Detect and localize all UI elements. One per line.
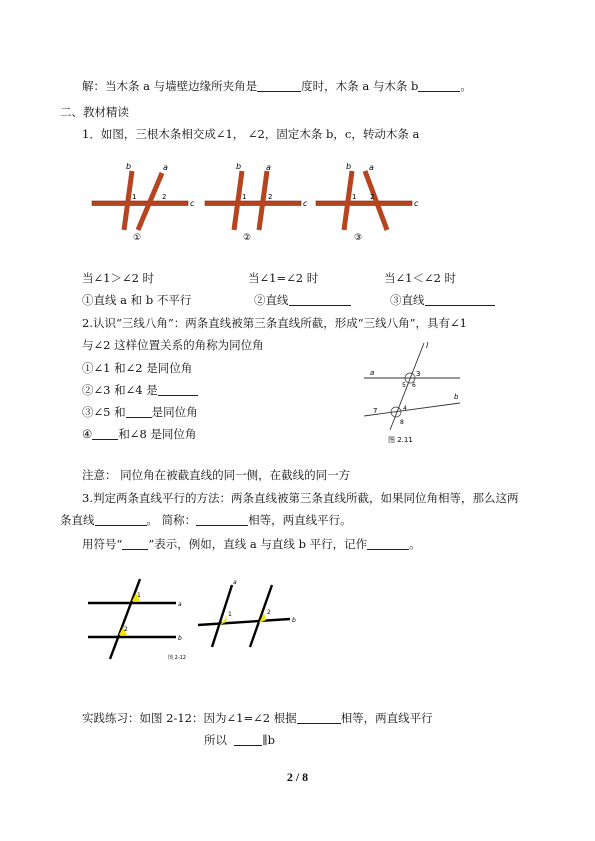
blank-reason[interactable] <box>297 711 341 724</box>
label-angle-1: 1 <box>352 193 357 201</box>
line-b <box>364 403 460 416</box>
item-3: ③∠5 和 是同位角 <box>82 405 198 419</box>
stick-b <box>234 171 242 230</box>
label-b: b <box>236 162 242 171</box>
blank-item-3[interactable] <box>126 405 152 418</box>
stick-c <box>92 201 188 206</box>
line-b-right <box>250 585 272 647</box>
label-2: 2 <box>267 609 271 616</box>
stick-a <box>259 171 267 230</box>
label-4: 4 <box>403 405 407 412</box>
blank-relation[interactable] <box>418 79 460 92</box>
caption-3: ③ <box>354 233 363 243</box>
blank-symbol[interactable] <box>122 537 148 550</box>
question-2-line1: 2.认识“三线八角”：两条直线被第三条直线所截，形成“三线八角”，具有∠1 <box>82 316 467 330</box>
question-2-line2: 与∠2 这样位置关系的角称为同位角 <box>82 338 264 352</box>
label-angle-2: 2 <box>268 193 273 201</box>
wood-sticks-figure <box>88 158 418 243</box>
figure-caption: 图 2-12 <box>168 655 186 661</box>
panel-3 <box>316 162 419 243</box>
practice-line2: 所以 ∥b <box>204 733 275 747</box>
condition-greater: 当∠1＞∠2 时 <box>82 271 155 285</box>
item-4: ④ 和∠8 是同位角 <box>82 427 197 441</box>
corresponding-angles-figure <box>80 575 300 670</box>
label-5: 5 <box>402 382 406 389</box>
label-a: a <box>178 601 182 608</box>
label-2: 2 <box>124 626 128 633</box>
figure-caption: 图 2.11 <box>388 436 413 444</box>
result-1: ①直线 a 和 b 不平行 <box>82 293 192 307</box>
label-a: a <box>163 163 168 172</box>
label-b: b <box>178 635 182 642</box>
label-a: a <box>369 163 374 172</box>
label-angle-2: 2 <box>162 193 167 201</box>
transversal-right <box>198 619 290 625</box>
question-3-line1: 3.判定两条直线平行的方法：两条直线被第三条直线所截，如果同位角相等，那么这两 <box>82 491 519 505</box>
label-c: c <box>303 199 308 208</box>
label-3: 3 <box>416 370 421 378</box>
stick-b <box>344 171 352 230</box>
item-1: ①∠1 和∠2 是同位角 <box>82 361 193 375</box>
blank-angle[interactable] <box>257 79 301 92</box>
caption-1: ① <box>133 233 142 243</box>
label-1: 1 <box>228 611 232 618</box>
blank-notation[interactable] <box>367 537 409 550</box>
blank-parallel[interactable] <box>95 513 147 526</box>
blank-conclusion[interactable] <box>234 733 262 746</box>
condition-equal: 当∠1=∠2 时 <box>248 271 319 285</box>
item-2: ②∠3 和∠4 是 <box>82 383 198 398</box>
label-angle-1: 1 <box>242 193 247 201</box>
blank-result-2[interactable] <box>289 293 351 306</box>
blank-item-2[interactable] <box>158 383 198 396</box>
label-angle-2: 2 <box>370 193 375 201</box>
result-3: ③直线 <box>390 293 495 308</box>
transversal-left <box>110 579 140 659</box>
label-l: l <box>426 341 429 350</box>
label-1: 1 <box>137 592 141 599</box>
stick-c <box>205 201 301 206</box>
blank-short-name[interactable] <box>196 513 248 526</box>
stick-a <box>365 171 387 230</box>
condition-less: 当∠1＜∠2 时 <box>384 271 457 285</box>
label-b: b <box>126 162 132 171</box>
question-1: 1．如图，三根木条相交成∠1， ∠2，固定木条 b，c，转动木条 a <box>82 127 420 141</box>
note: 注意： 同位角在被截直线的同一侧，在截线的同一方 <box>82 468 351 482</box>
label-c: c <box>414 199 419 208</box>
label-a: a <box>266 163 271 172</box>
label-b: b <box>454 393 459 401</box>
label-b: b <box>292 617 296 624</box>
section-heading: 二、教材精读 <box>60 105 129 119</box>
label-6: 6 <box>412 382 416 389</box>
blank-item-4[interactable] <box>92 427 118 440</box>
answer-line: 解：当木条 a 与墙壁边缘所夹角是 度时，木条 a 与木条 b 。 <box>82 79 472 93</box>
result-2: ②直线 <box>254 293 351 308</box>
label-b: b <box>346 162 352 171</box>
panel-1 <box>92 162 195 243</box>
label-a: a <box>233 579 237 586</box>
stick-b <box>124 171 132 230</box>
page-number: 2 / 8 <box>286 770 309 784</box>
blank-result-3[interactable] <box>425 293 495 306</box>
panel-2 <box>205 162 308 243</box>
practice-line1: 实践练习：如图 2-12：因为∠1=∠2 根据 相等，两直线平行 <box>82 711 433 725</box>
three-lines-figure <box>360 340 470 445</box>
label-7: 7 <box>373 407 378 415</box>
question-3-line2: 条直线 。 简称： 相等，两直线平行。 <box>60 513 352 527</box>
stick-c <box>316 201 412 206</box>
label-8: 8 <box>400 419 404 426</box>
label-c: c <box>190 199 195 208</box>
caption-2: ② <box>243 233 252 243</box>
label-angle-1: 1 <box>132 193 137 201</box>
symbol-line: 用符号“ ”表示，例如，直线 a 与直线 b 平行，记作 。 <box>82 537 421 551</box>
label-a: a <box>370 369 375 377</box>
